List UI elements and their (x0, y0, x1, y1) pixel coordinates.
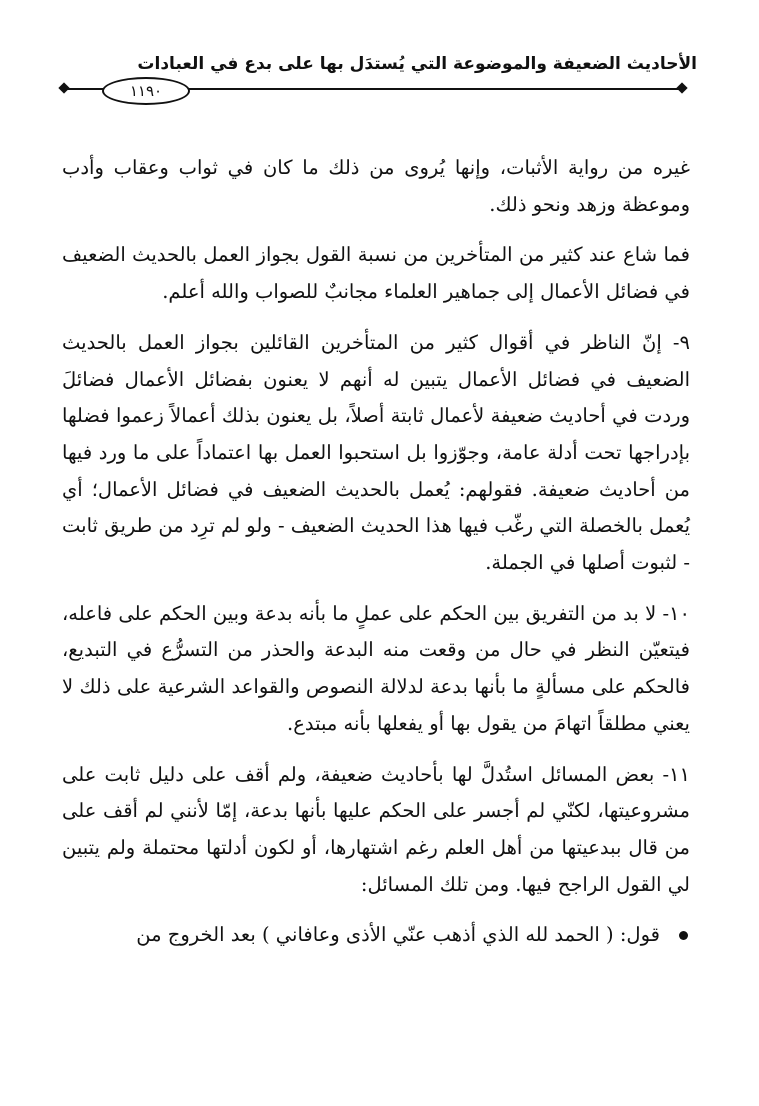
page-number: ١١٩٠ (102, 77, 190, 105)
page-body (62, 150, 690, 954)
rule-left-ornament (58, 82, 69, 93)
bullet-text: قول: ( الحمد لله الذي أذهب عنّي الأذى وعافاني ) بعد الخروج من (136, 923, 660, 947)
paragraph-4: ١٠- لا بد من التفريق بين الحكم على عملٍ ما بأنه بدعة وبين الحكم على فاعله، فيتعيّن النظر في حال من وقعت منه البدعة والحذر من التسرُّع في التبديع، فالحكم على مسألةٍ ما بأنها بدعة لدلالة النصوص والقواعد الشرعية على ذلك لا يعني مطلقاً اتهامَ من يقول بها أو يفعلها بأنه مبتدع. (62, 601, 690, 735)
paragraph-2: فما شاع عند كثير من المتأخرين من نسبة القول بجواز العمل بالحديث الضعيف في فضائل الأعمال إلى جماهير العلماء مجانبٌ للصواب والله أعلم. (62, 243, 690, 304)
running-title: الأحاديث الضعيفة والموضوعة التي يُستدَل بها على بدع في العبادات (137, 54, 697, 74)
paragraph-3: ٩- إنّ الناظر في أقوال كثير من المتأخرين القائلين بجواز العمل بالحديث الضعيف في فضائل الأعمال يتبين له أنهم لا يعنون بفضائل الأعمال فضائلَ وردت في أحاديث ضعيفة لأعمال ثابتة أصلاً، بل يعنون بذلك أعمالاً زعموا فضلها بإدراجها تحت أدلة عامة، وجوّزوا بل استحبوا العمل بها اعتماداً على ما ورد فيها من أحاديث ضعيفة. فقولهم: يُعمل بالحديث الضعيف في فضائل الأعمال؛ أي يُعمل بالخصلة التي رغّب فيها هذا الحديث الضعيف - ولو لم ترِد من طريق ثابت - لثبوت أصلها في الجملة. (62, 330, 690, 575)
page-header (0, 0, 759, 115)
paragraph-1: غيره من رواية الأثبات، وإنها يُروى من ذلك ما كان في ثواب وعقاب وأدب وموعظة وزهد ونحو ذلك. (62, 156, 690, 216)
paragraph-5: ١١- بعض المسائل استُدلَّ لها بأحاديث ضعيفة، ولم أقف على دليل ثابت على مشروعيتها، لكنّي لم أجسر على الحكم عليها بأنها بدعة، إمّا لأنني لم أقف على من قال ببدعيتها من أهل العلم رغم اشتهارها، أو لكون أدلتها محتملة ولم يتبين لي القول الراجح فيها. ومن تلك المسائل: (62, 762, 690, 896)
rule-right-ornament (676, 82, 687, 93)
bullet-dot-icon (679, 931, 688, 940)
bullet-item (62, 917, 690, 954)
